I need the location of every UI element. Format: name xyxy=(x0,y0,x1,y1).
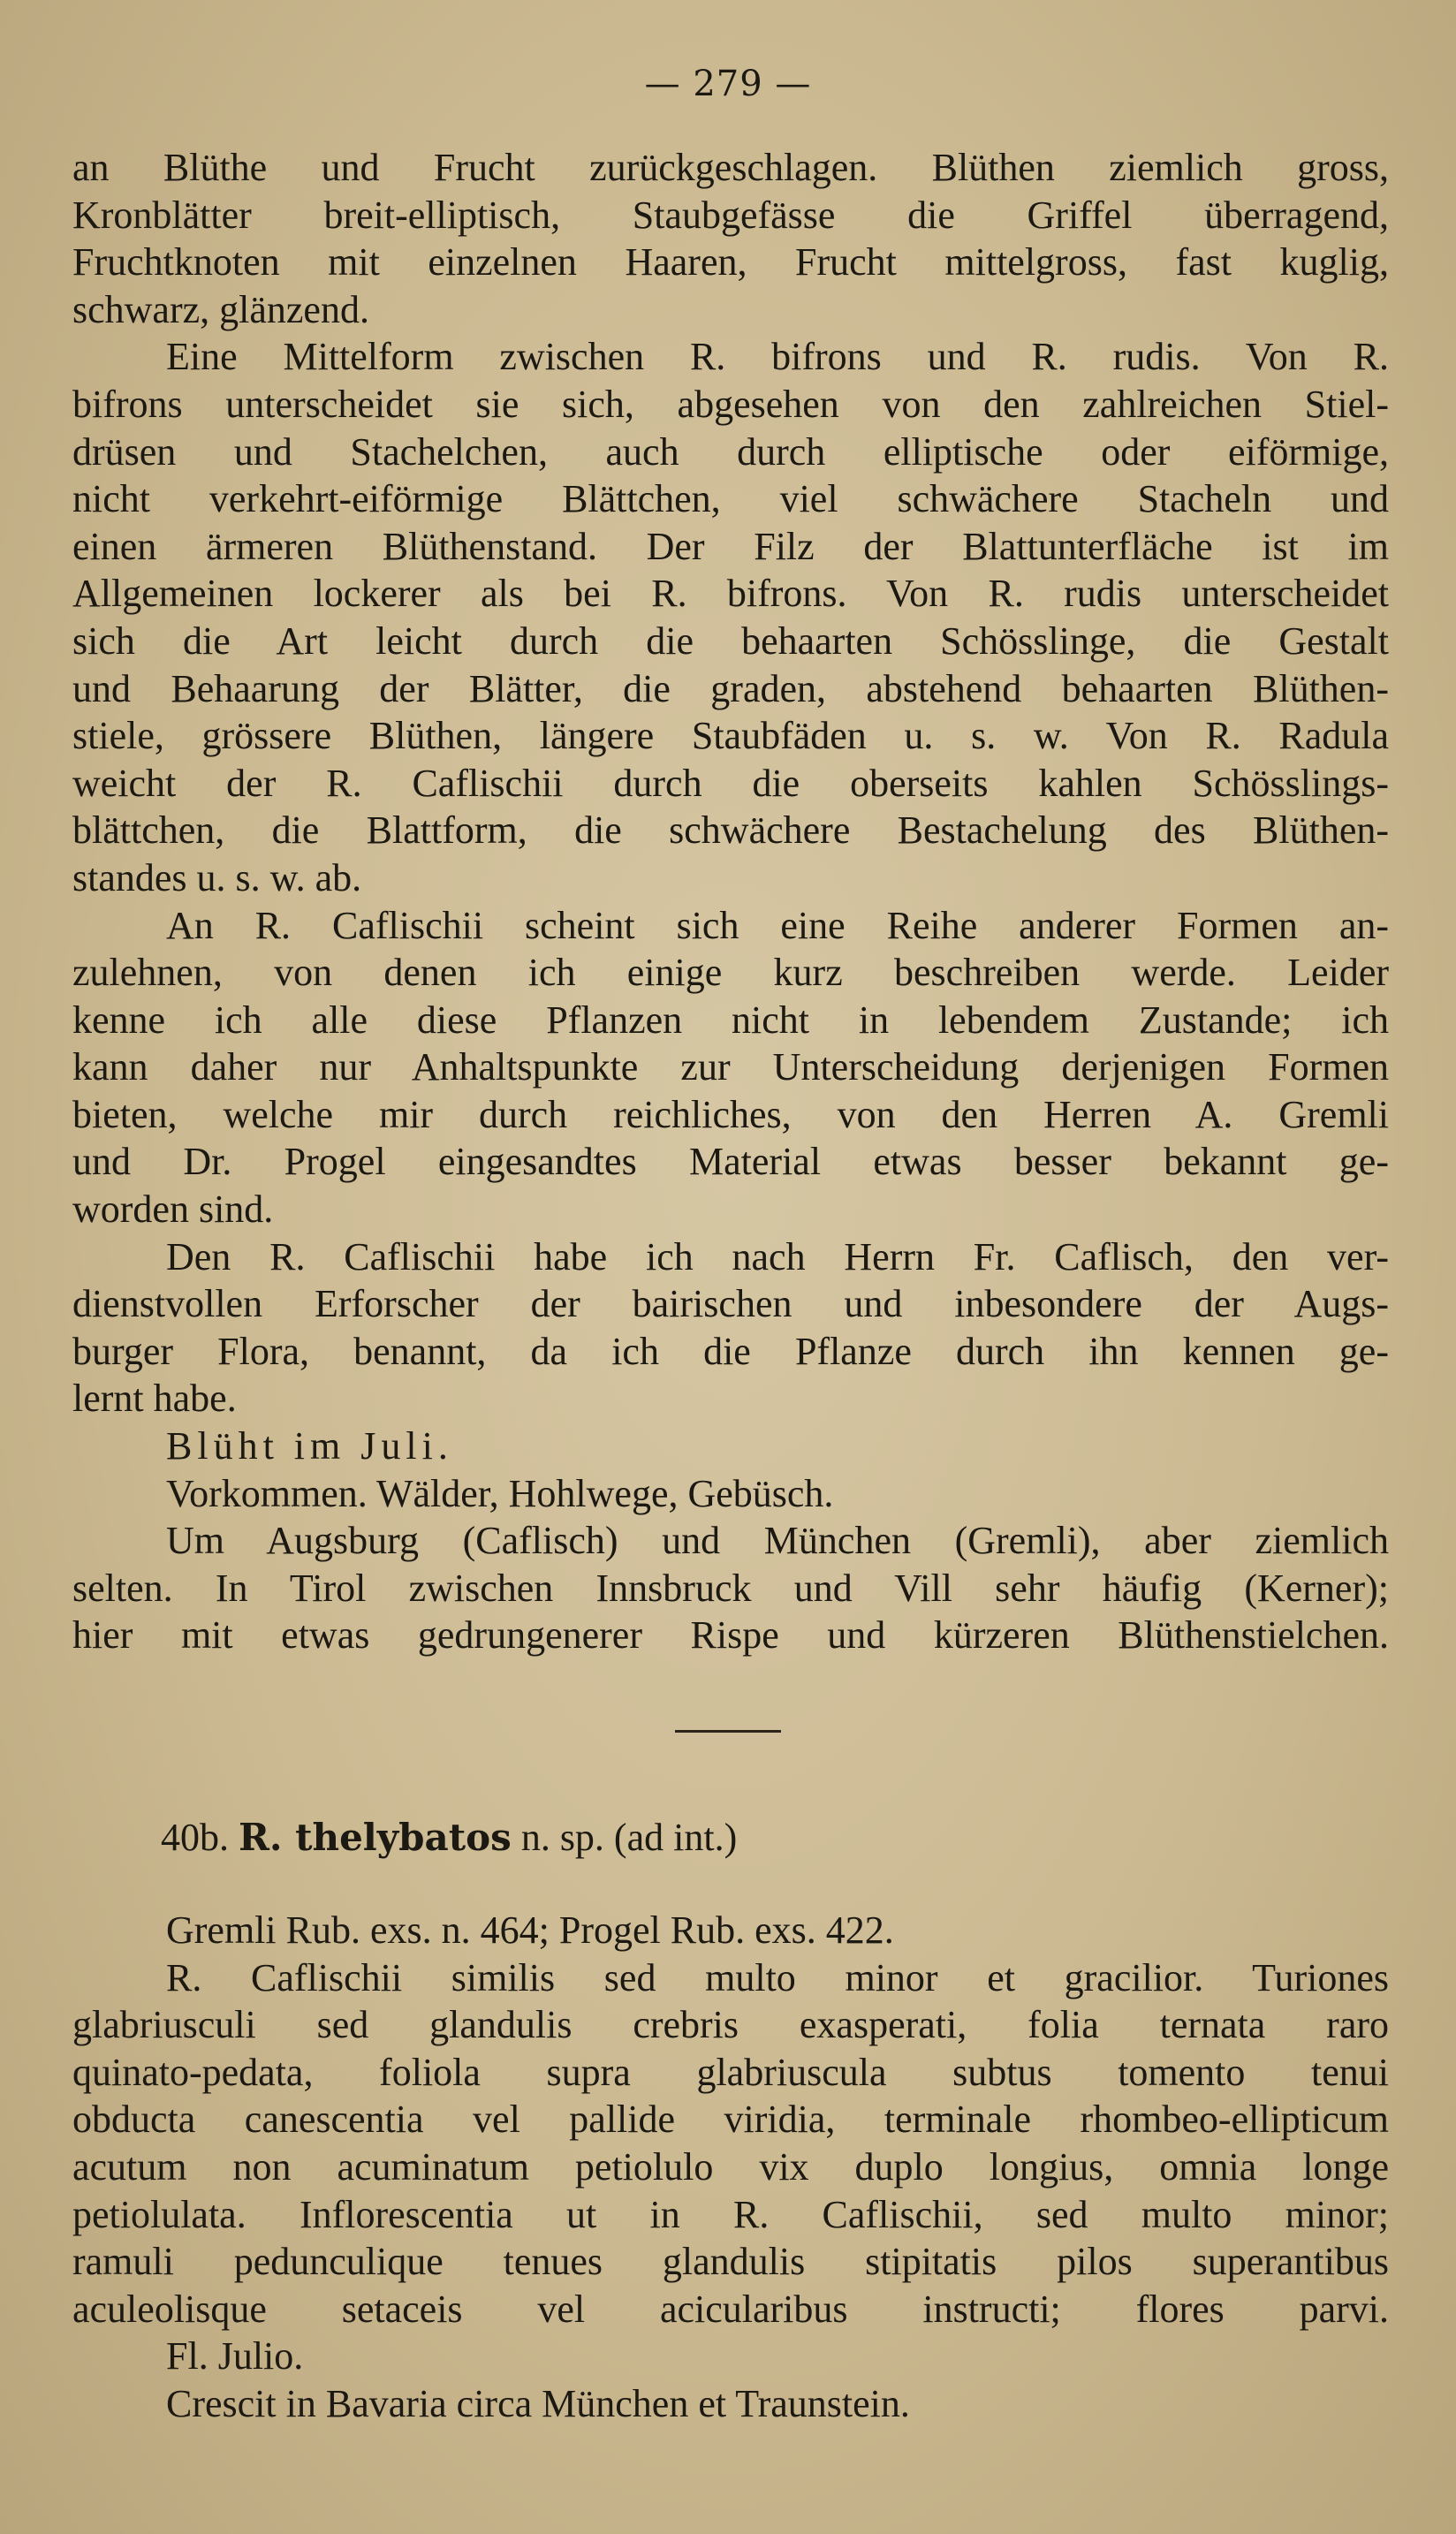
text-line: R. Caflischii similis sed multo minor et gracilior. Turiones xyxy=(166,1955,1389,1999)
section-divider xyxy=(675,1730,781,1733)
species-heading xyxy=(161,1815,737,1860)
text-line: standes u. s. w. ab. xyxy=(72,855,362,899)
text-line: Fruchtknoten mit einzelnen Haaren, Frucht mittelgross, fast kuglig, xyxy=(72,240,1389,285)
text-line: weicht der R. Caflischii durch die oberseits kahlen Schösslings- xyxy=(72,761,1389,805)
text-line: Crescit in Bavaria circa München et Traunstein. xyxy=(166,2381,910,2425)
text-line: Kronblätter breit-elliptisch, Staubgefässe die Griffel überragend, xyxy=(72,193,1389,237)
text-line: nicht verkehrt-eiförmige Blättchen, viel schwächere Stacheln und xyxy=(72,477,1389,521)
text-line: Blüht im Juli. xyxy=(166,1424,453,1468)
text-line: An R. Caflischii scheint sich eine Reihe anderer Formen an- xyxy=(166,903,1389,947)
text-line: quinato-pedata, foliola supra glabriuscula subtus tomento tenui xyxy=(72,2050,1389,2094)
text-line: stiele, grössere Blüthen, längere Staubfäden u. s. w. Von R. Radula xyxy=(72,714,1389,758)
text-line: Den R. Caflischii habe ich nach Herrn Fr. Caflisch, den ver- xyxy=(166,1234,1389,1278)
text-line: schwarz, glänzend. xyxy=(72,287,369,331)
text-line: Gremli Rub. exs. n. 464; Progel Rub. exs. 422. xyxy=(166,1908,894,1952)
text-line: selten. In Tirol zwischen Innsbruck und Vill sehr häufig (Kerner); xyxy=(72,1566,1389,1610)
text-line: Vorkommen. Wälder, Hohlwege, Gebüsch. xyxy=(166,1471,834,1515)
text-line: burger Flora, benannt, da ich die Pflanze durch ihn kennen ge- xyxy=(72,1329,1389,1373)
text-line: und Behaarung der Blätter, die graden, abstehend behaarten Blüthen- xyxy=(72,666,1389,710)
text-line: glabriusculi sed glandulis crebris exasperati, folia ternata raro xyxy=(72,2003,1389,2047)
species-suffix: n. sp. (ad int.) xyxy=(520,1816,738,1859)
text-line: lernt habe. xyxy=(72,1377,237,1421)
page-number: — 279 — xyxy=(644,64,812,104)
text-line: bifrons unterscheidet sie sich, abgesehen von den zahlreichen Stiel- xyxy=(72,382,1389,426)
text-line: kann daher nur Anhaltspunkte zur Unterscheidung derjenigen Formen xyxy=(72,1045,1389,1089)
text-line: an Blüthe und Frucht zurückgeschlagen. Blüthen ziemlich gross, xyxy=(72,146,1389,189)
text-line: drüsen und Stachelchen, auch durch elliptische oder eiförmige, xyxy=(72,429,1389,474)
text-line: acutum non acuminatum petiolulo vix duplo longius, omnia longe xyxy=(72,2144,1389,2189)
text-line: und Dr. Progel eingesandtes Material etwas besser bekannt ge- xyxy=(72,1140,1389,1184)
text-line: Um Augsburg (Caflisch) und München (Gremli), aber ziemlich xyxy=(166,1519,1389,1563)
text-line: obducta canescentia vel pallide viridia, terminale rhombeo-ellipticum xyxy=(72,2098,1389,2142)
text-line: bieten, welche mir durch reichliches, von den Herren A. Gremli xyxy=(72,1092,1389,1136)
species-name: R. thelybatos xyxy=(239,1816,512,1859)
text-line: einen ärmeren Blüthenstand. Der Filz der Blattunterfläche ist im xyxy=(72,524,1389,568)
text-line: zulehnen, von denen ich einige kurz beschreiben werde. Leider xyxy=(72,951,1389,995)
section-thelybatos-text xyxy=(72,1907,1389,2428)
text-line: petiolulata. Inflorescentia ut in R. Caflischii, sed multo minor; xyxy=(72,2192,1389,2236)
text-line: ramuli pedunculique tenues glandulis stipitatis pilos superantibus xyxy=(72,2240,1389,2284)
text-line: worden sind. xyxy=(72,1187,274,1232)
text-line: aculeolisque setaceis vel acicularibus instructi; flores parvi. xyxy=(72,2287,1389,2331)
text-line: kenne ich alle diese Pflanzen nicht in lebendem Zustande; ich xyxy=(72,998,1389,1042)
text-line: blättchen, die Blattform, die schwächere Bestachelung des Blüthen- xyxy=(72,808,1389,853)
species-number: 40b. xyxy=(161,1816,229,1859)
text-line: Allgemeinen lockerer als bei R. bifrons. Von R. rudis unterscheidet xyxy=(72,572,1389,616)
text-line: hier mit etwas gedrungenerer Rispe und kürzeren Blüthenstielchen. xyxy=(72,1613,1389,1658)
text-line: Eine Mittelform zwischen R. bifrons und R. rudis. Von R. xyxy=(166,335,1389,379)
text-line: dienstvollen Erforscher der bairischen und inbesondere der Augs- xyxy=(72,1282,1389,1326)
text-line: sich die Art leicht durch die behaarten Schösslinge, die Gestalt xyxy=(72,618,1389,663)
text-line: Fl. Julio. xyxy=(166,2334,304,2378)
section-caflischii-text xyxy=(72,144,1389,1659)
